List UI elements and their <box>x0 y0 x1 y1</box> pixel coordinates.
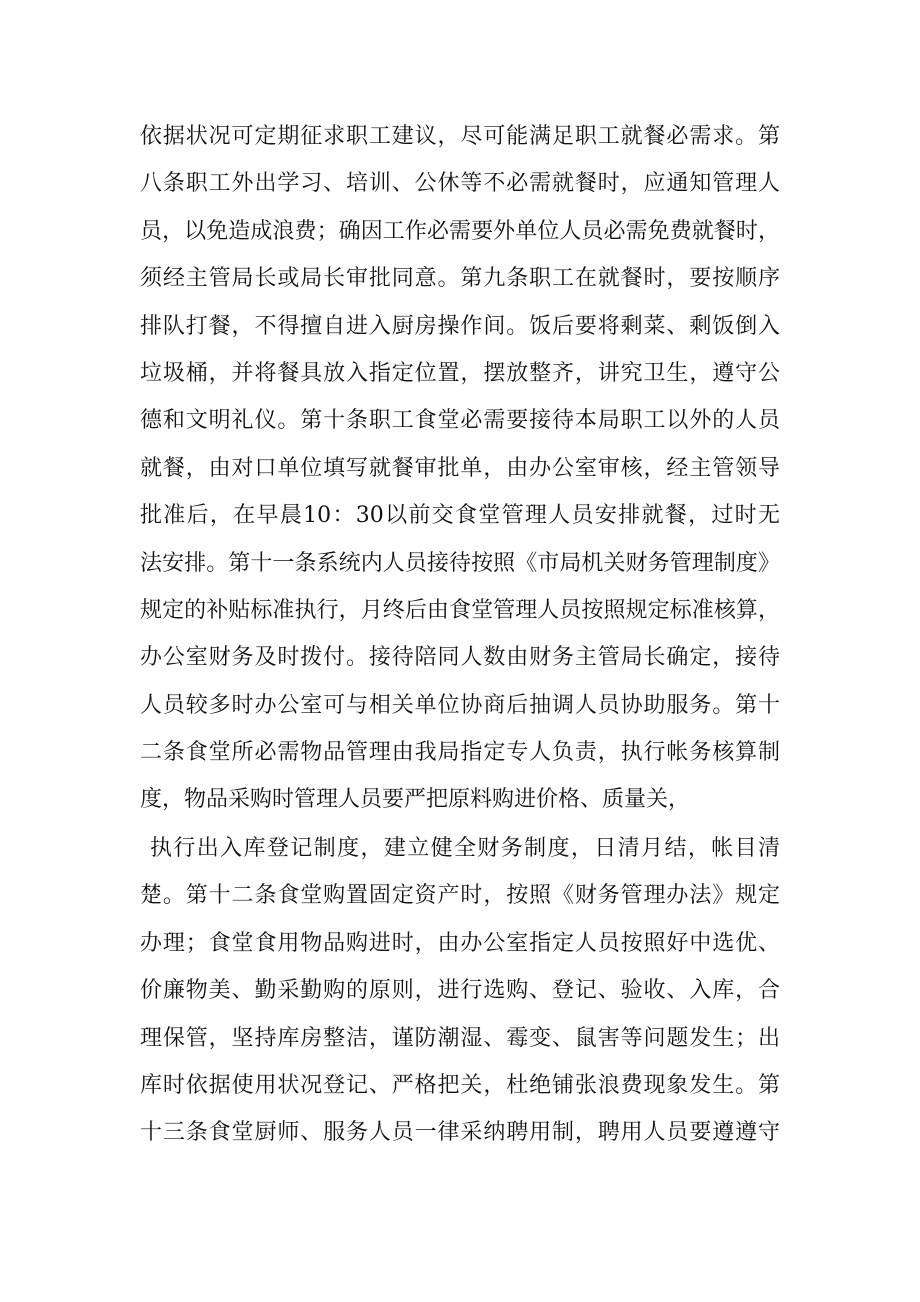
paragraph-line: 排队打餐，不得擅自进入厨房操作间。饭后要将剩菜、剩饭倒入 <box>140 313 780 339</box>
paragraph-line: 法安排。第十一条系统内人员接待按照《市局机关财务管理制度》 <box>140 550 780 576</box>
paragraph-line: 垃圾桶，并将餐具放入指定位置，摆放整齐，讲究卫生，遵守公 <box>140 360 780 386</box>
paragraph-line: 办公室财务及时拨付。接待陪同人数由财务主管局长确定，接待 <box>140 645 780 671</box>
paragraph-line: 批准后，在早晨10：30以前交食堂管理人员安排就餐，过时无 <box>140 503 780 529</box>
paragraph-line: 价廉物美、勤采勤购的原则，进行选购、登记、验收、入库，合 <box>140 978 780 1004</box>
paragraph-line: 就餐，由对口单位填写就餐审批单，由办公室审核，经主管领导 <box>140 455 780 481</box>
paragraph-line: 员，以免造成浪费；确因工作必需要外单位人员必需免费就餐时， <box>140 218 780 244</box>
paragraph-line: 楚。第十二条食堂购置固定资产时，按照《财务管理办法》规定 <box>140 883 780 909</box>
paragraph-line: 理保管，坚持库房整洁，谨防潮湿、霉变、鼠害等问题发生；出 <box>140 1025 780 1051</box>
paragraph-line: 依据状况可定期征求职工建议，尽可能满足职工就餐必需求。第 <box>140 124 780 149</box>
paragraph-line: 规定的补贴标准执行，月终后由食堂管理人员按照规定标准核算， <box>140 597 780 623</box>
paragraph-line: 八条职工外出学习、培训、公休等不必需就餐时，应通知管理人 <box>140 171 780 197</box>
paragraph-line: 十三条食堂厨师、服务人员一律采纳聘用制，聘用人员要遵遵守 <box>140 1120 780 1146</box>
paragraph-line: 执行出入库登记制度，建立健全财务制度，日清月结，帐目清 <box>150 836 780 861</box>
paragraph-line: 德和文明礼仪。第十条职工食堂必需要接待本局职工以外的人员 <box>140 408 780 434</box>
paragraph-line: 办理；食堂食用物品购进时，由办公室指定人员按照好中选优、 <box>140 930 780 956</box>
paragraph-line: 人员较多时办公室可与相关单位协商后抽调人员协助服务。第十 <box>140 692 780 718</box>
paragraph-line: 度，物品采购时管理人员要严把原料购进价格、质量关， <box>140 787 691 813</box>
paragraph-2 <box>140 825 780 1157</box>
paragraph-line: 二条食堂所必需物品管理由我局指定专人负责，执行帐务核算制 <box>140 740 780 766</box>
paragraph-1 <box>140 113 780 824</box>
paragraph-line: 须经主管局长或局长审批同意。第九条职工在就餐时，要按顺序 <box>140 266 780 292</box>
paragraph-line: 库时依据使用状况登记、严格把关，杜绝铺张浪费现象发生。第 <box>140 1072 780 1098</box>
